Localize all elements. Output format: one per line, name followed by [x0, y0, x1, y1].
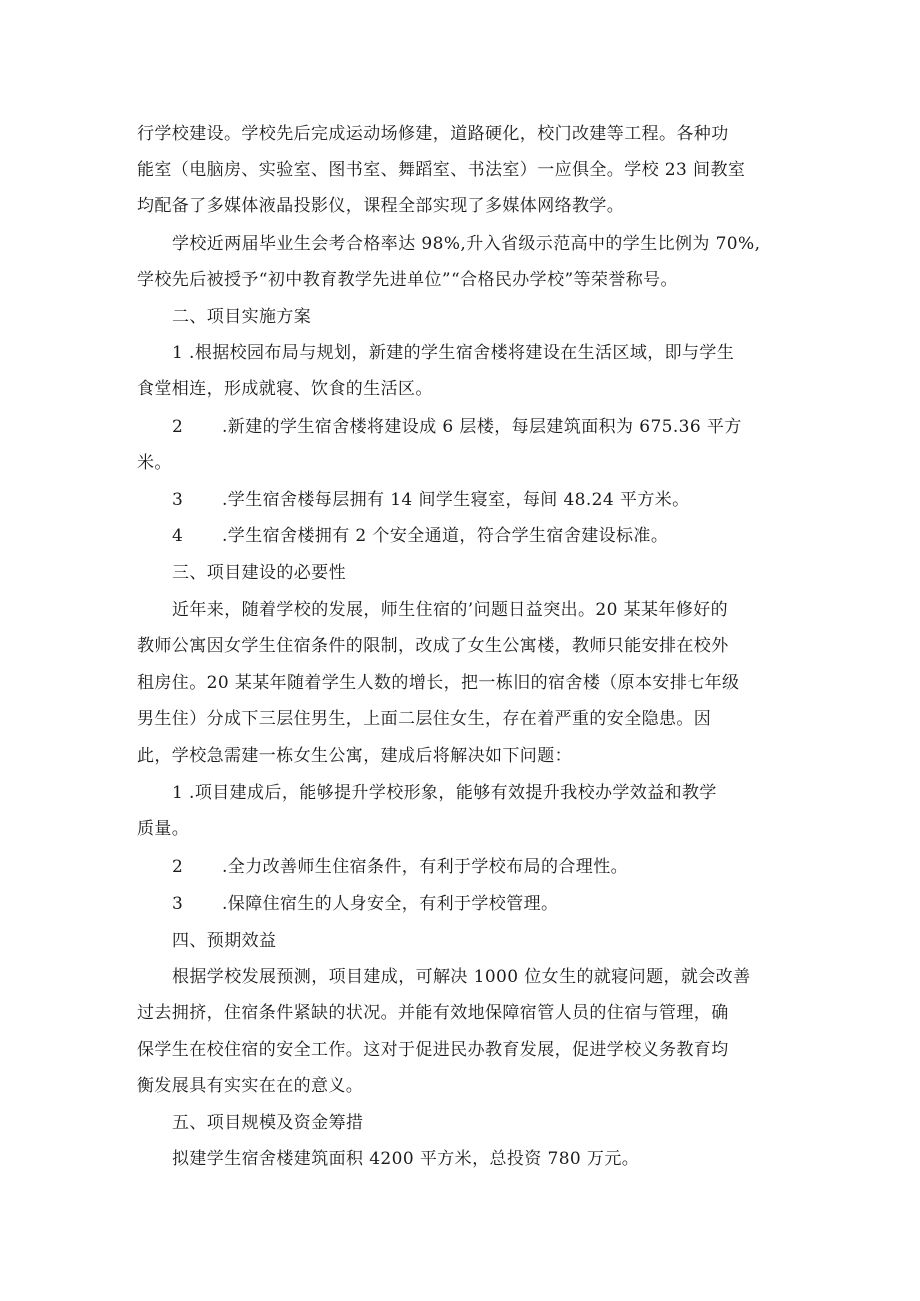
- paragraph-line: 过去拥挤，住宿条件紧缺的状况。并能有效地保障宿管人员的住宿与管理，确: [137, 1003, 729, 1023]
- list-item: 1 .项目建成后，能够提升学校形象，能够有效提升我校办学效益和教学: [172, 783, 717, 803]
- list-item-continuation: 米。: [137, 453, 172, 473]
- paragraph-line: 租房住。20 某某年随着学生人数的增长，把一栋旧的宿舍楼（原本安排七年级: [137, 673, 740, 693]
- list-item-number: 3: [172, 894, 184, 914]
- list-item: [172, 415, 742, 439]
- paragraph-line: 此，学校急需建一栋女生公寓，建成后将解决如下问题：: [137, 746, 572, 766]
- paragraph-line: 教师公寓因女学生住宿条件的限制，改成了女生公寓楼，教师只能安排在校外: [137, 636, 729, 656]
- paragraph-line: 能室（电脑房、实验室、图书室、舞蹈室、书法室）一应俱全。学校 23 间教室: [137, 160, 746, 180]
- list-item-number: 2: [172, 417, 184, 437]
- list-item-text: .学生宿舍楼每层拥有 14 间学生寝室，每间 48.24 平方米。: [222, 490, 690, 510]
- paragraph-line: 衡发展具有实实在在的意义。: [137, 1076, 364, 1096]
- section-heading: 三、项目建设的必要性: [172, 563, 346, 583]
- paragraph-line: 学校先后被授予“初中教育教学先进单位”“合格民办学校”等荣誉称号。: [137, 270, 678, 290]
- list-item-number: 4: [172, 526, 184, 546]
- paragraph-line: 拟建学生宿舍楼建筑面积 4200 平方米，总投资 780 万元。: [172, 1149, 640, 1169]
- paragraph-line: 保学生在校住宿的安全工作。这对于促进民办教育发展，促进学校义务教育均: [137, 1040, 729, 1060]
- list-item: [172, 892, 558, 916]
- list-item-text: .全力改善师生住宿条件，有利于学校布局的合理性。: [222, 857, 629, 877]
- paragraph-line: 均配备了多媒体液晶投影仪，课程全部实现了多媒体网络教学。: [137, 196, 625, 216]
- paragraph-line: 学校近两届毕业生会考合格率达 98%,升入省级示范高中的学生比例为 70%,: [172, 234, 761, 254]
- list-item-continuation: 质量。: [137, 819, 190, 839]
- paragraph-line: 根据学校发展预测，项目建成，可解决 1000 位女生的就寝问题，就会改善: [172, 967, 751, 987]
- paragraph-line: 男生住）分成下三层住男生，上面二层住女生，存在着严重的安全隐患。因: [137, 709, 712, 729]
- paragraph-line: 近年来，随着学校的发展，师生住宿的’问题日益突出。20 某某年修好的: [172, 600, 729, 620]
- list-item: [172, 855, 628, 879]
- list-item-text: .学生宿舍楼拥有 2 个安全通道，符合学生宿舍建设标准。: [222, 526, 669, 546]
- list-item-number: 2: [172, 857, 184, 877]
- section-heading: 五、项目规模及资金筹措: [172, 1113, 364, 1133]
- list-item: 1 .根据校园布局与规划，新建的学生宿舍楼将建设在生活区域，即与学生: [172, 343, 735, 363]
- section-heading: 二、项目实施方案: [172, 307, 312, 327]
- list-item-text: .新建的学生宿舍楼将建设成 6 层楼，每层建筑面积为 675.36 平方: [222, 417, 742, 437]
- list-item-number: 3: [172, 490, 184, 510]
- section-heading: 四、预期效益: [172, 931, 277, 951]
- paragraph-line: 行学校建设。学校先后完成运动场修建，道路硬化，校门改建等工程。各种功: [137, 124, 729, 144]
- list-item: [172, 488, 690, 512]
- list-item-text: .保障住宿生的人身安全，有利于学校管理。: [222, 894, 559, 914]
- list-item: [172, 524, 668, 548]
- list-item-continuation: 食堂相连，形成就寝、饮食的生活区。: [137, 379, 433, 399]
